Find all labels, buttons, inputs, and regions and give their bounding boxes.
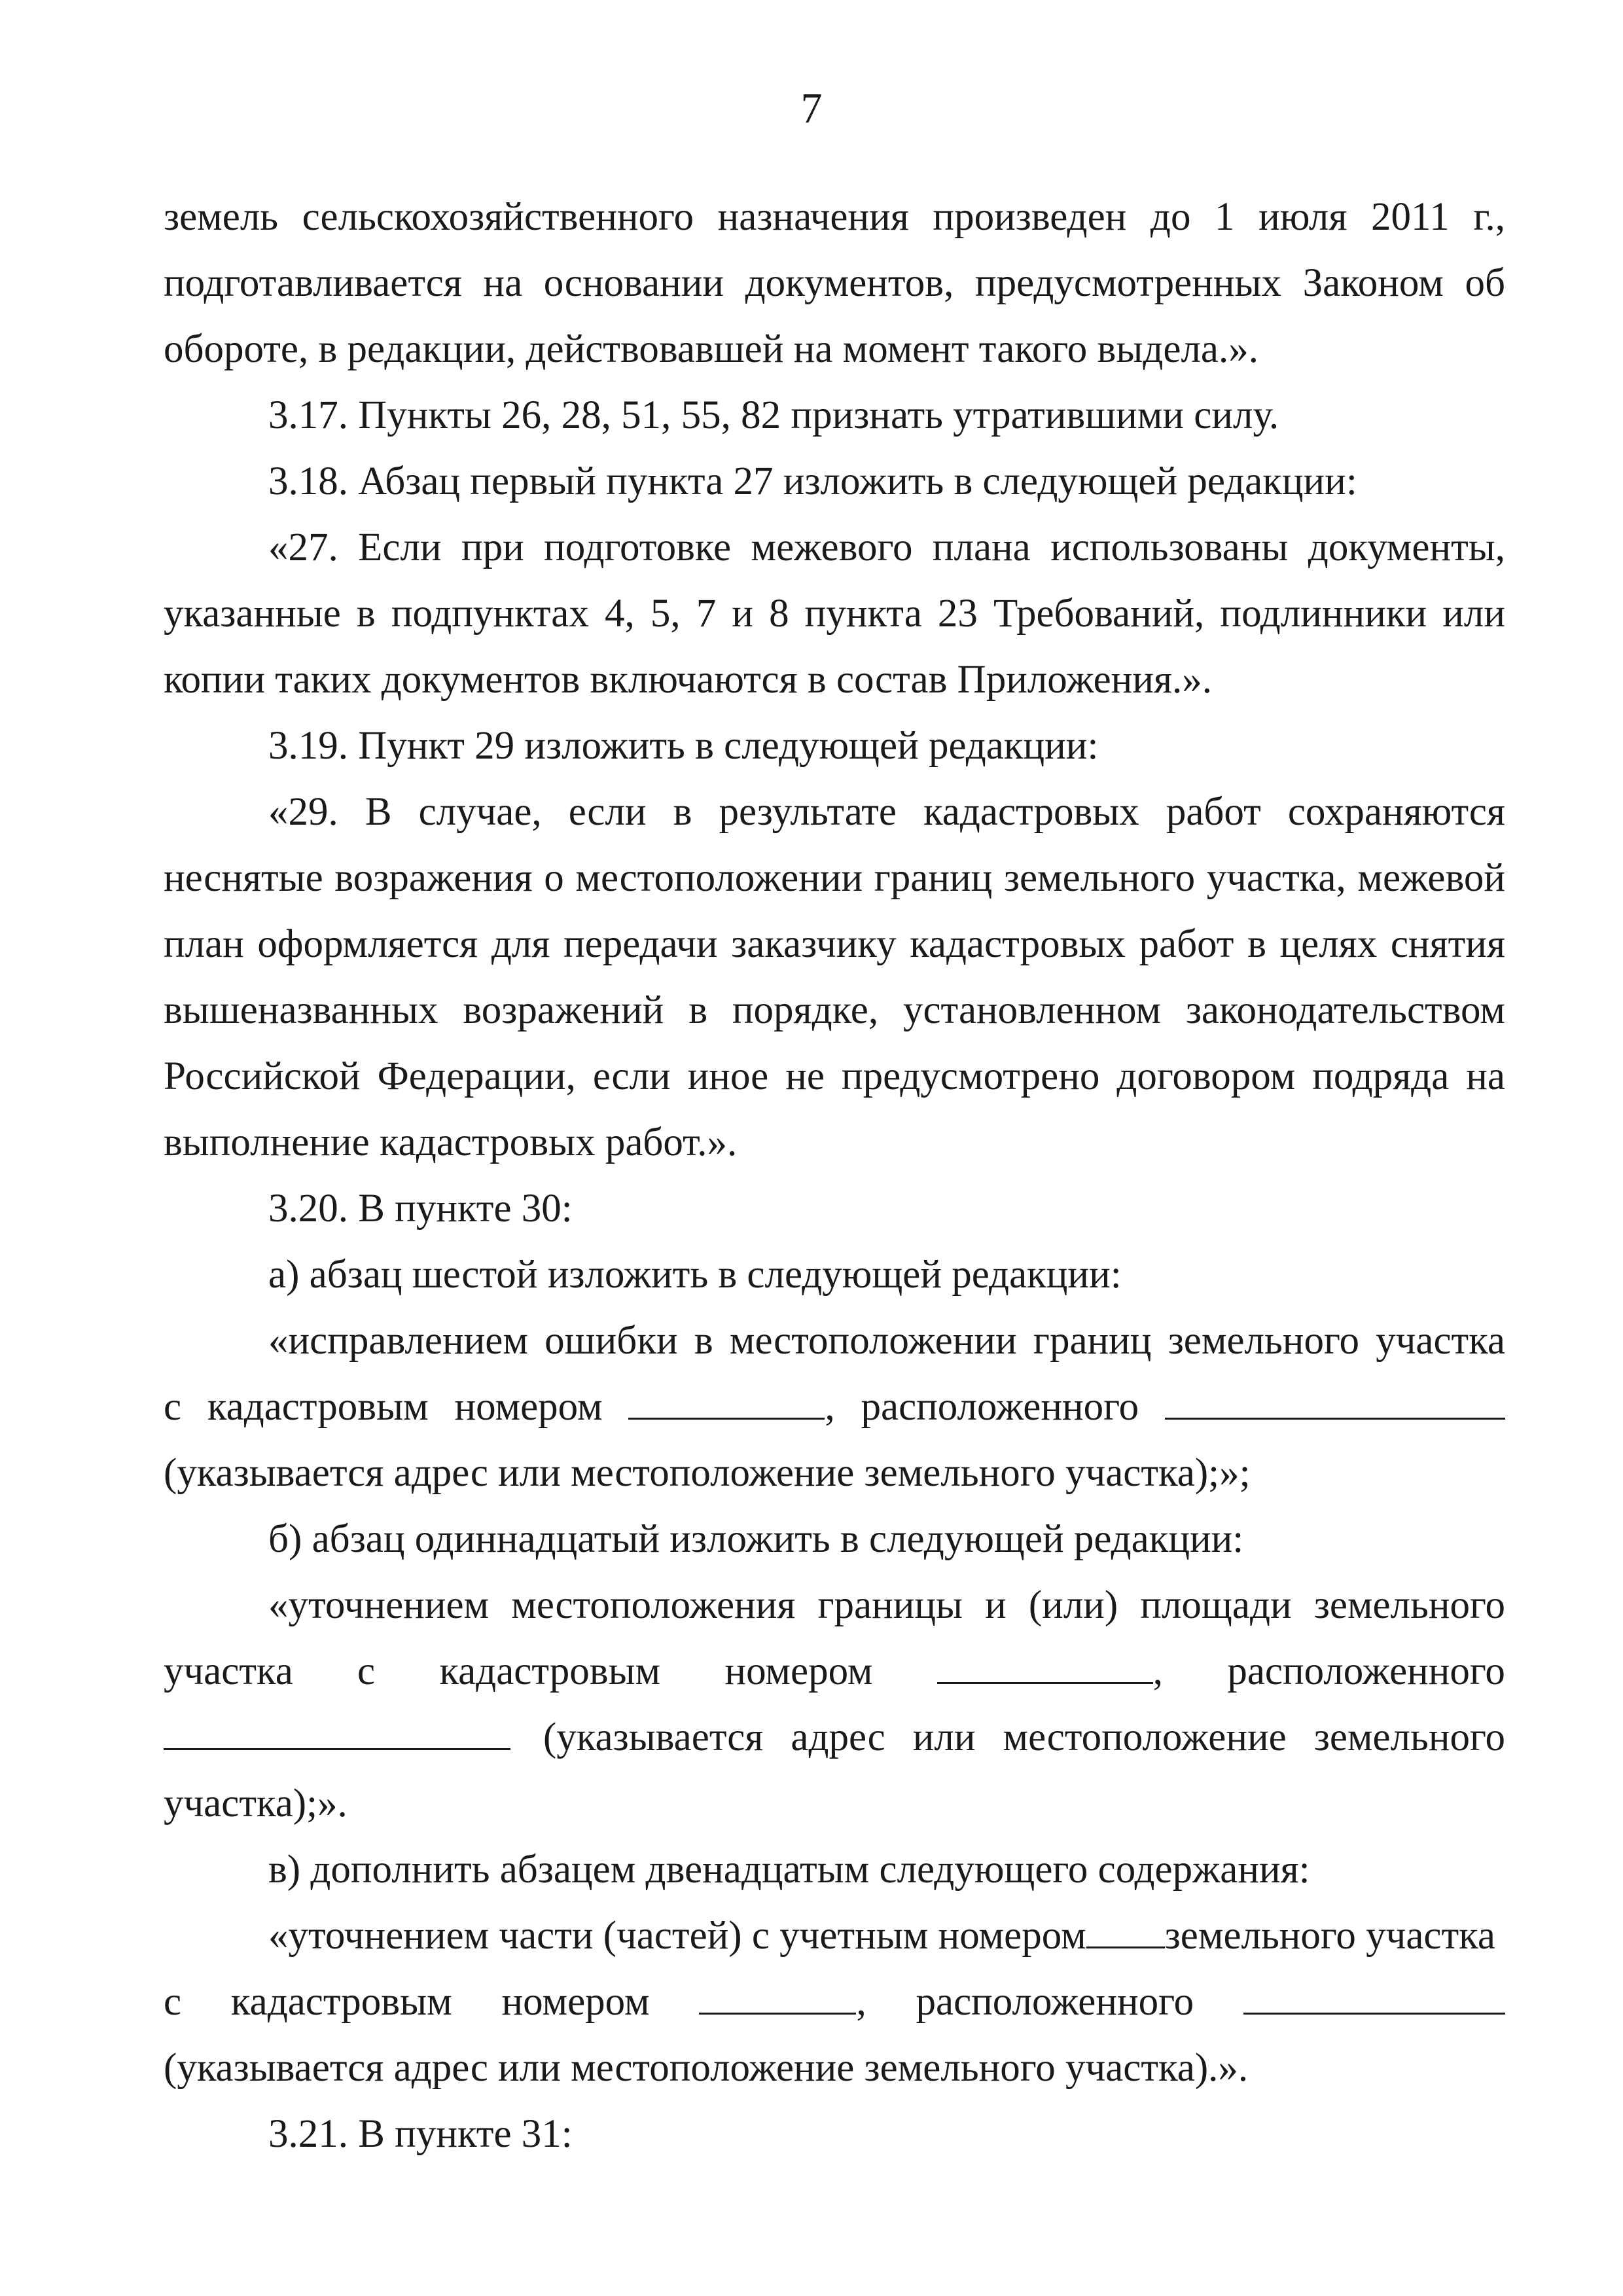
- text-fragment: расположенного: [861, 1385, 1139, 1429]
- subclause-a: а) абзац шестой изложить в следующей редакции:: [268, 1253, 1122, 1297]
- text-line: «27. Если при подготовке межевого плана использованы документы,: [268, 526, 1505, 569]
- text-fragment: номером: [501, 1980, 650, 2024]
- text-fragment: с: [357, 1649, 376, 1693]
- text-line: участка);».: [164, 1782, 348, 1825]
- text-fragment: кадастровым: [207, 1385, 429, 1429]
- text-line: копии таких документов включаются в состав Приложения.».: [164, 658, 1213, 702]
- text-line: указанные в подпунктах 4, 5, 7 и 8 пункта 23 Требований, подлинники или: [164, 592, 1505, 636]
- clause-3-17: 3.17. Пункты 26, 28, 51, 55, 82 признать утратившими силу.: [268, 393, 1279, 437]
- text-fragment: участка: [164, 1649, 293, 1693]
- fill-in-line: [164, 1639, 1505, 1704]
- text-fragment: (указывается адрес или местоположение земельного: [543, 1715, 1505, 1759]
- cadastral-number-blank: [937, 1651, 1153, 1684]
- text-line: неснятые возражения о местоположении границ земельного участка, межевой: [164, 856, 1505, 900]
- fill-in-line: [164, 1705, 1505, 1770]
- text-fragment: расположенного: [1227, 1649, 1505, 1693]
- text-fragment: кадастровым: [439, 1649, 661, 1693]
- text-fragment: ,: [856, 1980, 866, 2024]
- text-line: «29. В случае, если в результате кадастровых работ сохраняются: [268, 790, 1505, 834]
- text-fragment: с: [164, 1385, 182, 1429]
- fill-in-line: [164, 1374, 1505, 1440]
- text-line: (указывается адрес или местоположение земельного участка).».: [164, 2046, 1249, 2090]
- text-line: Российской Федерации, если иное не предусмотрено договором подряда на: [164, 1054, 1505, 1098]
- text-fragment: ,: [825, 1385, 835, 1429]
- text-fragment: «уточнением части (частей) с учетным номером: [268, 1914, 1086, 1958]
- text-fragment: номером: [724, 1649, 873, 1693]
- subclause-b: б) абзац одиннадцатый изложить в следующей редакции:: [268, 1517, 1244, 1561]
- text-fragment: ,: [1152, 1649, 1164, 1693]
- fill-in-line: [268, 1903, 1505, 1969]
- text-line: план оформляется для передачи заказчику кадастровых работ в целях снятия: [164, 922, 1505, 966]
- address-blank: [1243, 1981, 1505, 2015]
- text-line: «уточнением местоположения границы и (или) площади земельного: [268, 1583, 1505, 1627]
- part-number-blank: [1086, 1915, 1165, 1948]
- clause-3-20: 3.20. В пункте 30:: [268, 1187, 573, 1230]
- address-blank: [164, 1717, 510, 1750]
- text-fragment: кадастровым: [230, 1980, 452, 2024]
- cadastral-number-blank: [699, 1981, 856, 2015]
- text-fragment: расположенного: [916, 1980, 1194, 2024]
- text-fragment: с: [164, 1980, 182, 2024]
- fill-in-line: [164, 1969, 1505, 2035]
- subclause-v: в) дополнить абзацем двенадцатым следующего содержания:: [268, 1848, 1310, 1892]
- text-line: подготавливается на основании документов, предусмотренных Законом об: [164, 261, 1505, 305]
- text-line: (указывается адрес или местоположение земельного участка);»;: [164, 1451, 1251, 1495]
- text-fragment: номером: [454, 1385, 603, 1429]
- text-line: вышеназванных возражений в порядке, установленном законодательством: [164, 988, 1505, 1032]
- cadastral-number-blank: [628, 1386, 825, 1420]
- text-line: «исправлением ошибки в местоположении границ земельного участка: [268, 1319, 1505, 1363]
- address-blank: [1165, 1386, 1505, 1420]
- text-line: обороте, в редакции, действовавшей на момент такого выдела.».: [164, 327, 1258, 371]
- clause-3-21: 3.21. В пункте 31:: [268, 2112, 573, 2156]
- clause-3-18: 3.18. Абзац первый пункта 27 изложить в следующей редакции:: [268, 459, 1357, 503]
- text-line: выполнение кадастровых работ.».: [164, 1121, 738, 1164]
- page-number: 7: [800, 84, 823, 132]
- text-fragment: земельного участка: [1164, 1914, 1495, 1958]
- clause-3-19: 3.19. Пункт 29 изложить в следующей редакции:: [268, 724, 1099, 768]
- text-line: земель сельскохозяйственного назначения произведен до 1 июля 2011 г.,: [164, 195, 1505, 239]
